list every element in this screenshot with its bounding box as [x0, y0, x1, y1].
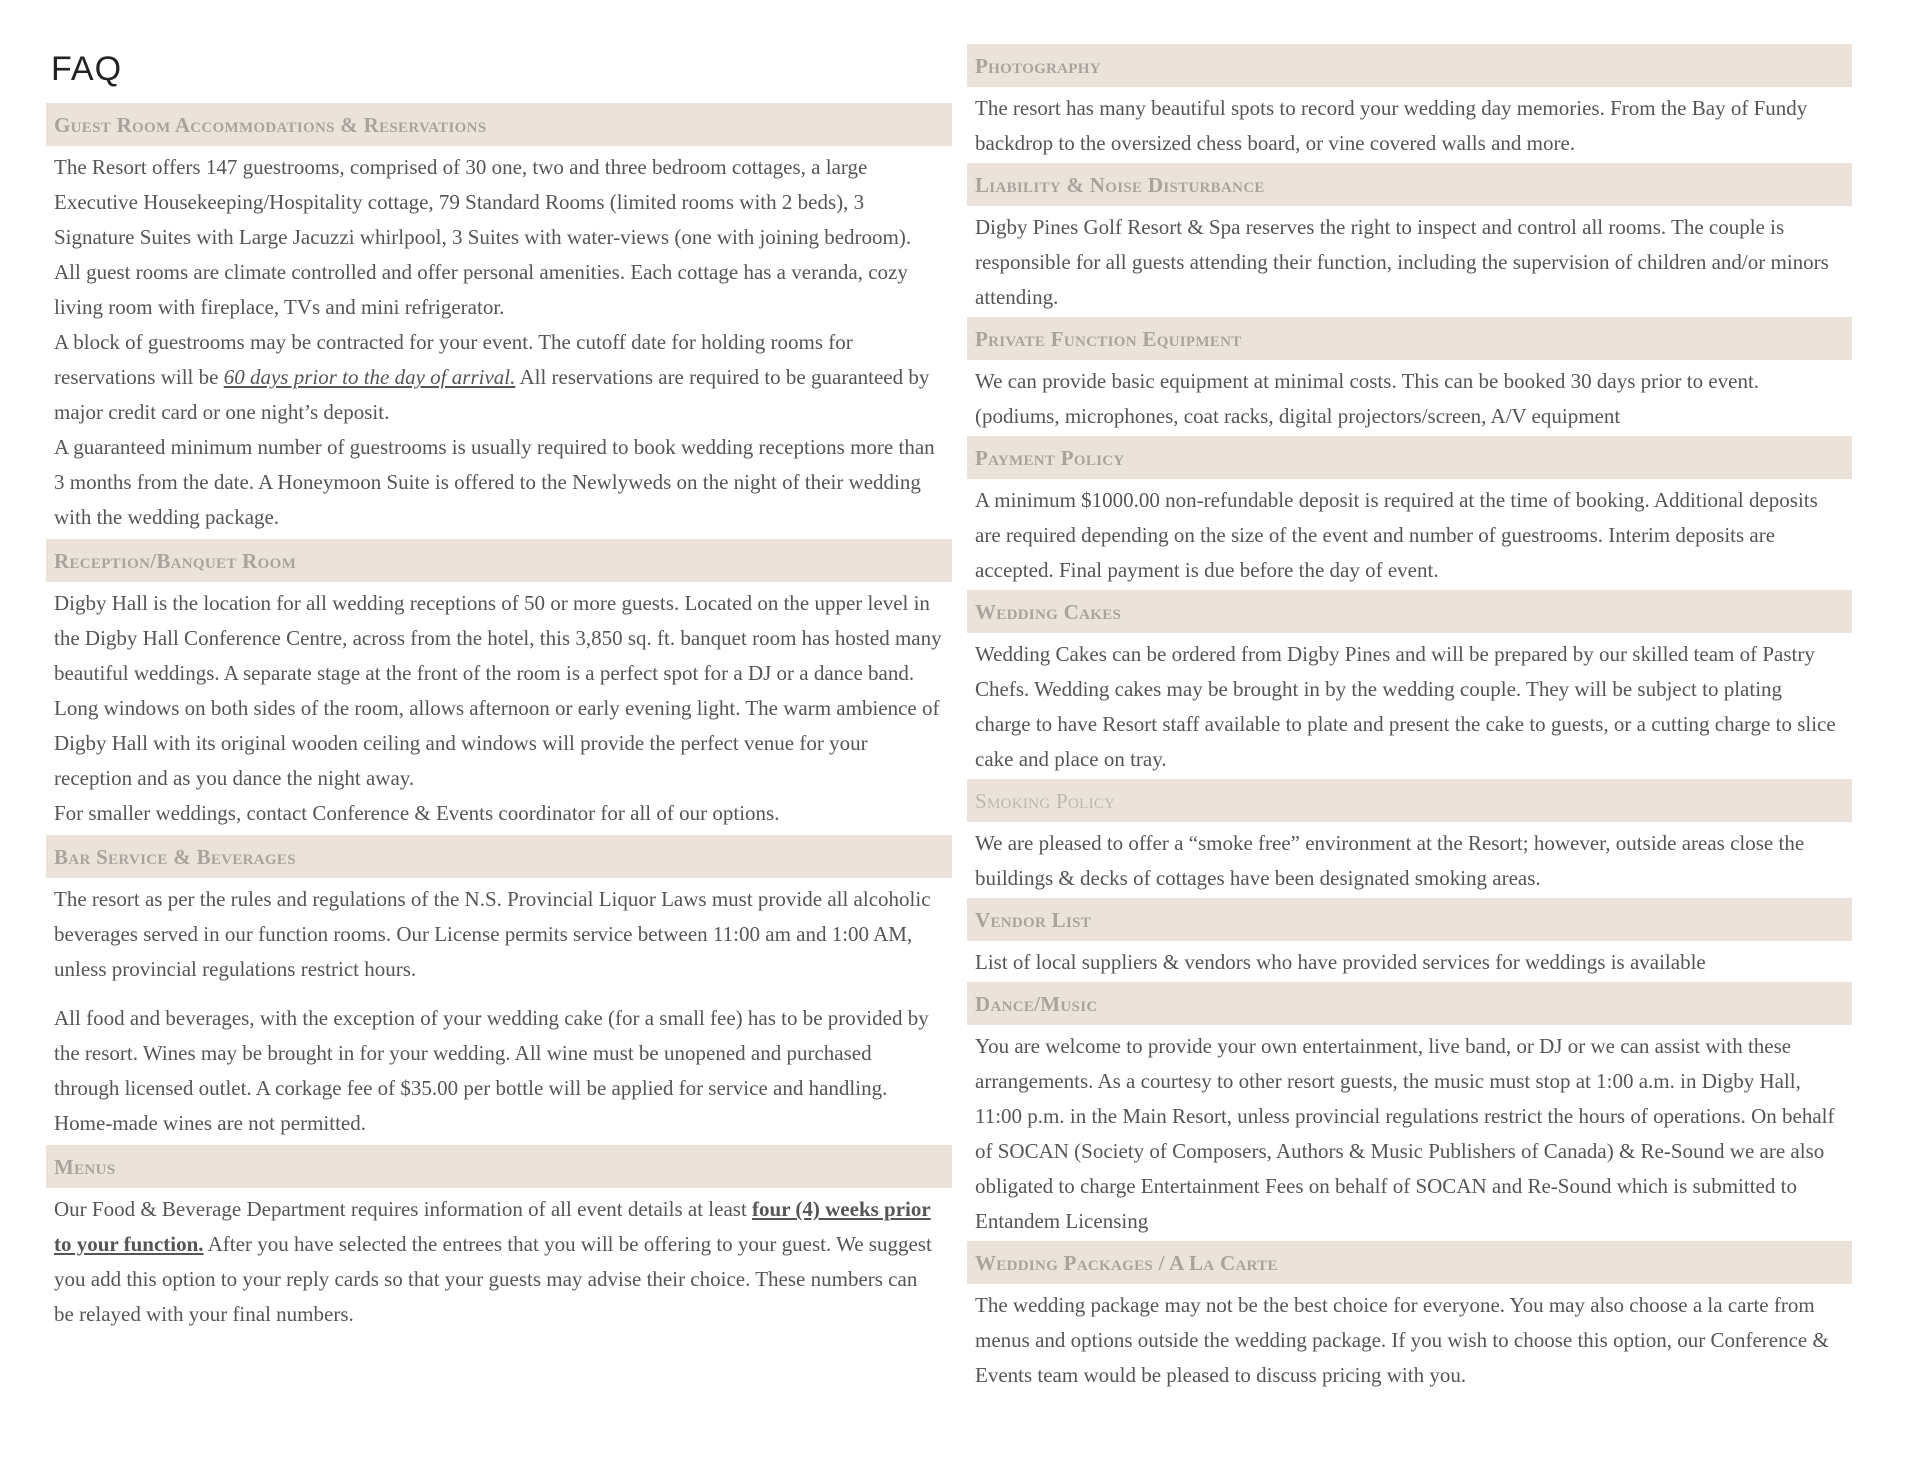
- section-heading-menus: Menus: [46, 1145, 952, 1188]
- section-heading-vendor: Vendor List: [967, 898, 1852, 941]
- page-title: FAQ: [51, 50, 123, 88]
- paragraph: The Resort offers 147 guestrooms, comprised of 30 one, two and three bedroom cottages, a large Executive Housekeeping/Hospitality cottage, 79 Standard Rooms (limited rooms with 2 beds), 3 Signature Suites with Large Jacuzzi whirlpool, 3 Suites with water-views (one with joining bedroom). All guest rooms are climate controlled and offer personal amenities. Each cottage has a veranda, cozy living room with fireplace, TVs and mini refrigerator.: [54, 155, 912, 319]
- paragraph: The resort as per the rules and regulations of the N.S. Provincial Liquor Laws must provide all alcoholic beverages served in our function rooms. Our License permits service between 11:00 am and 1:00 AM, unless provincial regulations restrict hours.: [54, 887, 931, 981]
- text-span: After you have selected the entrees that you will be offering to your guest. We suggest you add this option to your reply cards so that your guests may advise their choice. These numbers can be relayed with your final numbers.: [54, 1232, 932, 1326]
- paragraph: A guaranteed minimum number of guestrooms is usually required to book wedding receptions more than 3 months from the date. A Honeymoon Suite is offered to the Newlyweds on the night of their wedding with the wedding package.: [54, 435, 935, 529]
- cutoff-date-emphasis: 60 days prior to the day of arrival.: [223, 365, 516, 389]
- section-body-packages: The wedding package may not be the best choice for everyone. You may also choose a la carte from menus and options outside the wedding package. If you wish to choose this option, our Conference & Events team would be pleased to discuss pricing with you.: [975, 1293, 1829, 1387]
- section-body-payment: A minimum $1000.00 non-refundable deposit is required at the time of booking. Additional deposits are required depending on the size of the event and number of guestrooms. Interim deposits are accepted. Final payment is due before the day of event.: [975, 488, 1818, 582]
- section-body-vendor: List of local suppliers & vendors who have provided services for weddings is available: [975, 950, 1706, 974]
- section-heading-payment: Payment Policy: [967, 436, 1852, 479]
- section-heading-photography: Photography: [967, 44, 1852, 87]
- paragraph: All food and beverages, with the exception of your wedding cake (for a small fee) has to be provided by the resort. Wines may be brought in for your wedding. All wine must be unopened and purchased through licensed outlet. A corkage fee of $35.00 per bottle will be applied for service and handling. Home-made wines are not permitted.: [54, 1006, 929, 1135]
- text-span: All reservations are required to be guaranteed by major credit card or one night’s deposit.: [54, 365, 930, 424]
- section-heading-liability: Liability & Noise Disturbance: [967, 163, 1852, 206]
- section-body-cakes: Wedding Cakes can be ordered from Digby Pines and will be prepared by our skilled team of Pastry Chefs. Wedding cakes may be brought in by the wedding couple. They will be subject to plating charge to have Resort staff available to plate and present the cake to guests, or a cutting charge to slice cake and place on tray.: [975, 642, 1836, 771]
- section-heading-packages: Wedding Packages / A La Carte: [967, 1241, 1852, 1284]
- section-heading-guest-rooms: Guest Room Accommodations & Reservations: [46, 103, 952, 146]
- deadline-emphasis: four (4) weeks prior to your function.: [54, 1197, 931, 1256]
- text-span: Our Food & Beverage Department requires information of all event details at least: [54, 1197, 753, 1221]
- section-body-bar: [46, 878, 952, 1143]
- paragraph: [54, 325, 942, 430]
- section-body-liability: Digby Pines Golf Resort & Spa reserves the right to inspect and control all rooms. The couple is responsible for all guests attending their function, including the supervision of children and/or minors attending.: [975, 215, 1829, 309]
- section-heading-cakes: Wedding Cakes: [967, 590, 1852, 633]
- section-heading-bar: Bar Service & Beverages: [46, 835, 952, 878]
- section-body-reception: [46, 582, 952, 833]
- text-span: A block of guestrooms may be contracted for your event. The cutoff date for holding rooms for reservations will be: [54, 330, 853, 389]
- section-body-equipment: We can provide basic equipment at minimal costs. This can be booked 30 days prior to event. (podiums, microphones, coat racks, digital projectors/screen, A/V equipment: [975, 369, 1760, 428]
- left-column: [46, 44, 952, 1334]
- paragraph: [54, 1192, 942, 1332]
- section-body-dance: You are welcome to provide your own entertainment, live band, or DJ or we can assist with these arrangements. As a courtesy to other resort guests, the music must stop at 1:00 a.m. in Digby Hall, 11:00 p.m. in the Main Resort, unless provincial regulations restrict the hours of operations. On behalf of SOCAN (Society of Composers, Authors & Music Publishers of Canada) & Re-Sound we are also obligated to charge Entertainment Fees on behalf of SOCAN and Re-Sound which is submitted to Entandem Licensing: [975, 1034, 1835, 1233]
- section-heading-equipment: Private Function Equipment: [967, 317, 1852, 360]
- section-body-menus: [46, 1188, 952, 1334]
- section-body-photography: The resort has many beautiful spots to record your wedding day memories. From the Bay of Fundy backdrop to the oversized chess board, or vine covered walls and more.: [975, 96, 1808, 155]
- section-heading-reception: Reception/Banquet Room: [46, 539, 952, 582]
- right-column: [967, 44, 1852, 1395]
- section-body-smoking: We are pleased to offer a “smoke free” environment at the Resort; however, outside areas close the buildings & decks of cottages have been designated smoking areas.: [975, 831, 1805, 890]
- paragraph: For smaller weddings, contact Conference & Events coordinator for all of our options.: [54, 801, 780, 825]
- section-heading-smoking: Smoking Policy: [967, 779, 1852, 822]
- section-body-guest-rooms: [46, 146, 952, 537]
- paragraph: Digby Hall is the location for all wedding receptions of 50 or more guests. Located on the upper level in the Digby Hall Conference Centre, across from the hotel, this 3,850 sq. ft. banquet room has hosted many beautiful weddings. A separate stage at the front of the room is a perfect spot for a DJ or a dance band. Long windows on both sides of the room, allows afternoon or early evening light. The warm ambience of Digby Hall with its original wooden ceiling and windows will provide the perfect venue for your reception and as you dance the night away.: [54, 591, 942, 790]
- section-heading-dance: Dance/Music: [967, 982, 1852, 1025]
